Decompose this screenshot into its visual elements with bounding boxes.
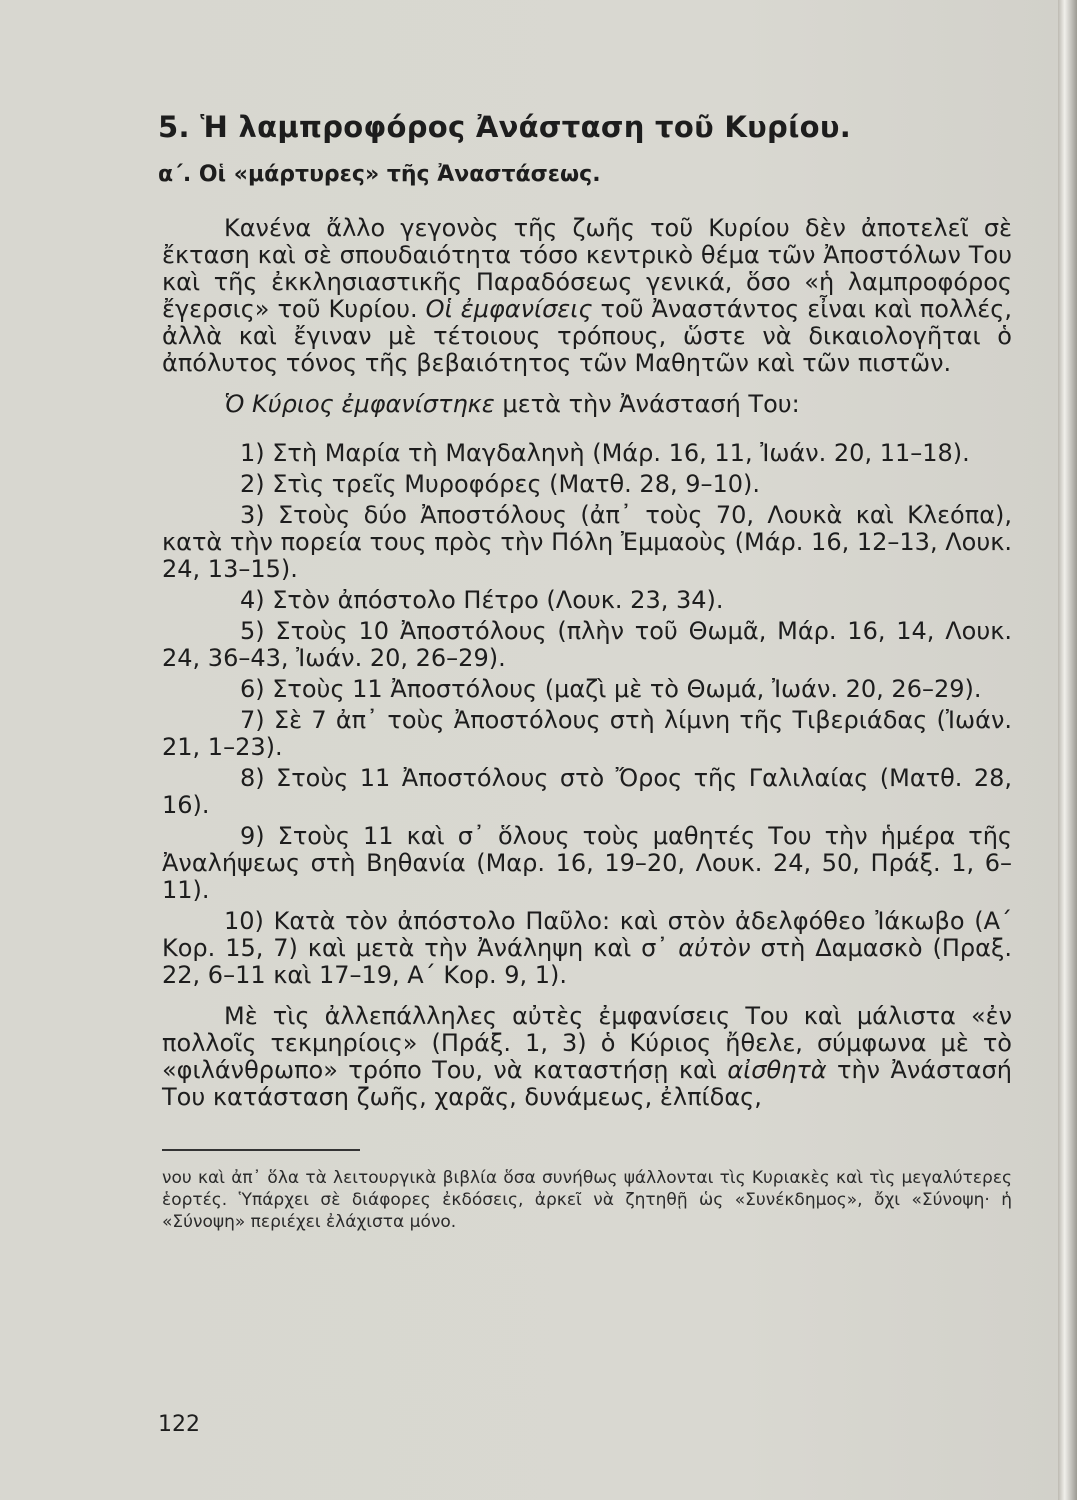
appearances-intro-italic: Ὁ Κύριος ἐμφανίστηκε	[224, 390, 495, 418]
paragraph-final-text: Μὲ τὶς ἀλλεπάλληλες αὐτὲς ἐμφανίσεις Του καὶ μάλιστα «ἐν πολλοῖς τεκμηρίοις» (Πράξ. 1, 3) ὁ Κύριος ἤθελε, σύμφωνα μὲ τὸ «φιλάνθρωπο» τρόπο Του, νὰ καταστήσῃ καὶ	[162, 1002, 1012, 1084]
page-number: 122	[158, 1412, 200, 1437]
appearances-intro	[162, 391, 1012, 418]
book-spine-edge	[1058, 0, 1077, 1500]
appearance-item-4: 4) Στὸν ἀπόστολο Πέτρο (Λουκ. 23, 34).	[240, 586, 724, 614]
paragraph-1-italic: Οἱ ἐμφανίσεις	[425, 295, 593, 323]
appearance-item-8: 8) Στοὺς 11 Ἀποστόλους στὸ Ὄρος τῆς Γαλιλαίας (Ματθ. 28, 16).	[162, 764, 1012, 819]
appearance-item-10-rest: στὴ Δαμασκὸ (Πραξ. 22, 6–11 καὶ 17–19, Α΄ Κορ. 9, 1).	[162, 934, 1012, 989]
appearance-item-6: 6) Στοὺς 11 Ἀποστόλους (μαζὶ μὲ τὸ Θωμά, Ἰωάν. 20, 26–29).	[240, 675, 982, 703]
appearance-item-7: 7) Σὲ 7 ἀπ᾿ τοὺς Ἀποστόλους στὴ λίμνη τῆς Τιβεριάδας (Ἰωάν. 21, 1–23).	[162, 706, 1012, 761]
paragraph-final-rest: τὴν Ἀνάστασή Του κατάσταση ζωῆς, χαρᾶς, δυνάμεως, ἐλπίδας,	[162, 1056, 1012, 1111]
appearances-intro-rest: μετὰ τὴν Ἀνάστασή Του:	[502, 390, 800, 418]
paragraph-final-italic: αἰσθητὰ	[727, 1056, 827, 1084]
appearance-item-3: 3) Στοὺς δύο Ἀποστόλους (ἀπ᾿ τοὺς 70, Λουκὰ καὶ Κλεόπα), κατὰ τὴν πορεία τους πρὸς τὴν Πόλη Ἐμμαοὺς (Μάρ. 16, 12–13, Λουκ. 24, 13–15).	[162, 501, 1012, 583]
appearance-item-5: 5) Στοὺς 10 Ἀποστόλους (πλὴν τοῦ Θωμᾶ, Μάρ. 16, 14, Λουκ. 24, 36–43, Ἰωάν. 20, 26–29).	[162, 617, 1012, 672]
section-title: α΄. Οἱ «μάρτυρες» τῆς Ἀναστάσεως.	[158, 162, 601, 187]
appearance-item-10	[162, 908, 1012, 989]
appearance-item-10-italic: αὐτὸν	[678, 934, 751, 962]
footnote: νου καὶ ἀπ᾿ ὅλα τὰ λειτουργικὰ βιβλία ὅσα συνήθως ψάλλονται τὶς Κυριακὲς καὶ τὶς μεγαλύτερες ἑορτές. Ὑπάρχει σὲ διάφορες ἐκδόσεις, ἀρκεῖ νὰ ζητηθῇ ὡς «Συνέκδημος», ὄχι «Σύνοψη· ἡ «Σύνοψη» περιέχει ἐλάχιστα μόνο.	[162, 1168, 1012, 1232]
appearance-item-1: 1) Στὴ Μαρία τὴ Μαγδαληνὴ (Μάρ. 16, 11, Ἰωάν. 20, 11–18).	[240, 439, 970, 467]
paragraph-1	[162, 215, 1012, 377]
chapter-title: 5. Ἡ λαμπροφόρος Ἀνάσταση τοῦ Κυρίου.	[158, 110, 852, 144]
appearances-list	[162, 440, 1012, 989]
paragraph-1-rest: τοῦ Ἀναστάντος εἶναι καὶ πολλές, ἀλλὰ καὶ ἔγιναν μὲ τέτοιους τρόπους, ὥστε νὰ δικαιολογῆται ὁ ἀπόλυτος τόνος τῆς βεβαιότητος τῶν Μαθητῶν καὶ τῶν πιστῶν.	[162, 295, 1012, 377]
appearance-item-2: 2) Στὶς τρεῖς Μυροφόρες (Ματθ. 28, 9–10).	[240, 470, 761, 498]
footnote-divider	[162, 1149, 360, 1151]
appearance-item-9: 9) Στοὺς 11 καὶ σ᾿ ὅλους τοὺς μαθητές Του τὴν ἡμέρα τῆς Ἀναλήψεως στὴ Βηθανία (Μαρ. 16, 19–20, Λουκ. 24, 50, Πράξ. 1, 6–11).	[162, 822, 1012, 904]
appearance-item-10-text: 10) Κατὰ τὸν ἀπόστολο Παῦλο: καὶ στὸν ἀδελφόθεο Ἰάκωβο (Α΄ Κορ. 15, 7) καὶ μετὰ τὴν Ἀνάληψη καὶ σ᾿	[162, 907, 1012, 962]
paragraph-1-text: Κανένα ἄλλο γεγονὸς τῆς ζωῆς τοῦ Κυρίου δὲν ἀποτελεῖ σὲ ἔκταση καὶ σὲ σπουδαιότητα τόσο κεντρικὸ θέμα τῶν Ἀποστόλων Του καὶ τῆς ἐκκλησιαστικῆς Παραδόσεως γενικά, ὅσο «ἡ λαμπροφόρος ἔγερσις» τοῦ Κυρίου.	[162, 214, 1012, 323]
paragraph-final	[162, 1003, 1012, 1111]
page-content	[158, 110, 1012, 1233]
